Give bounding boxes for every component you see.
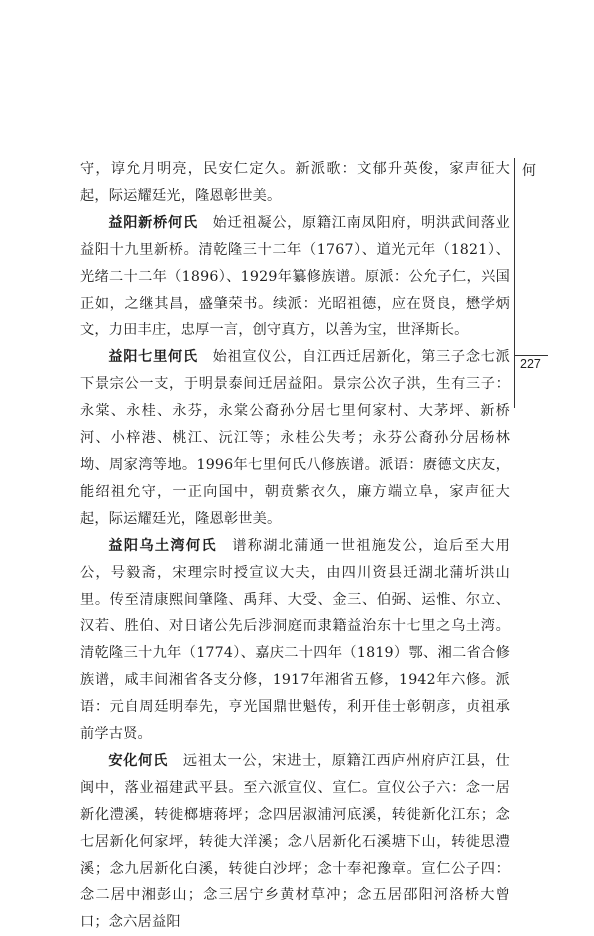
paragraph-text: 始迁祖凝公，原籍江南凤阳府，明洪武间落业益阳十九里新桥。清乾隆三十二年（1767）、道光元年（1821）、光绪二十二年（1896）、1929年纂修族谱。原派：公允子仁，兴国正如，之继其昌，盛肇荣书。续派：光昭祖德，应在贤良，懋学炳文，力田丰庄，忠厚一言，创守真方，以善为宝，世泽斯长。 bbox=[80, 214, 510, 339]
body-text bbox=[80, 156, 510, 936]
margin-rule bbox=[514, 158, 515, 408]
paragraph-continuation bbox=[80, 156, 510, 210]
running-head: 何 bbox=[522, 163, 536, 179]
section-heading: 益阳乌土湾何氏 bbox=[108, 537, 217, 554]
paragraph-yiyang-wutuwan bbox=[80, 533, 510, 748]
page-number-rule bbox=[514, 355, 548, 356]
paragraph-yiyang-qili bbox=[80, 344, 510, 532]
paragraph-text: 谱称湖北蒲通一世祖施发公，迨后至大用公，号毅斋，宋理宗时授宣议大夫，由四川资县迁湖北蒲圻洪山里。传至清康熙间肇隆、禹拜、大受、金三、伯弼、运惟、尔立、汉若、胜伯、对日诸公先后涉洞庭而隶籍益治东十七里之乌土湾。清乾隆三十九年（1774）、嘉庆二十四年（1819）鄂、湘二省合修族谱，咸丰间湘省各支分修，1917年湘省五修，1942年六修。派语：元自周廷明奉先，亨光国鼎世魁传，利开佳士彰朝彦，贞祖承前学古贤。 bbox=[80, 537, 510, 743]
section-heading: 益阳新桥何氏 bbox=[108, 214, 198, 231]
section-heading: 益阳七里何氏 bbox=[108, 349, 198, 366]
paragraph-anhua bbox=[80, 748, 510, 936]
paragraph-text: 远祖太一公，宋进士，原籍江西庐州府庐江县，仕闽中，落业福建武平县。至六派宣仪、宣仁。宣仪公子六：念一居新化澧溪，转徙榔塘蒋坪；念四居淑浦河底溪，转徙新化江东；念七居新化何家坪，转徙大洋溪；念八居新化石溪塘下山，转徙思澧溪；念九居新化白溪，转徙白沙坪；念十奉祀豫章。宣仁公子四：念二居中湘彭山；念三居宁乡黄材草冲；念五居邵阳河洛桥大曾口；念六居益阳 bbox=[80, 752, 510, 931]
section-heading: 安化何氏 bbox=[108, 752, 168, 769]
paragraph-yiyang-xinqiao bbox=[80, 210, 510, 345]
paragraph-text: 始祖宣仪公，自江西迁居新化，第三子念七派下景宗公一支，于明景泰间迁居益阳。景宗公次子洪，生有三子：永棠、永桂、永芬，永棠公裔孙分居七里何家村、大茅坪、新桥河、小梓港、桃江、沅江等；永桂公失考；永芬公裔孙分居杨林坳、周家湾等地。1996年七里何氏八修族谱。派语：赓德文庆友，能绍祖允守，一正向国中，朝贲紫衣久，廉方端立阜，家声征大起，际运耀廷光，隆恩彰世美。 bbox=[80, 349, 510, 527]
page-number: 227 bbox=[520, 357, 541, 371]
paragraph-text: 守，谆允月明亮，民安仁定久。新派歌：文郁升英俊，家声征大起，际运耀廷光，隆恩彰世美。 bbox=[80, 161, 510, 204]
